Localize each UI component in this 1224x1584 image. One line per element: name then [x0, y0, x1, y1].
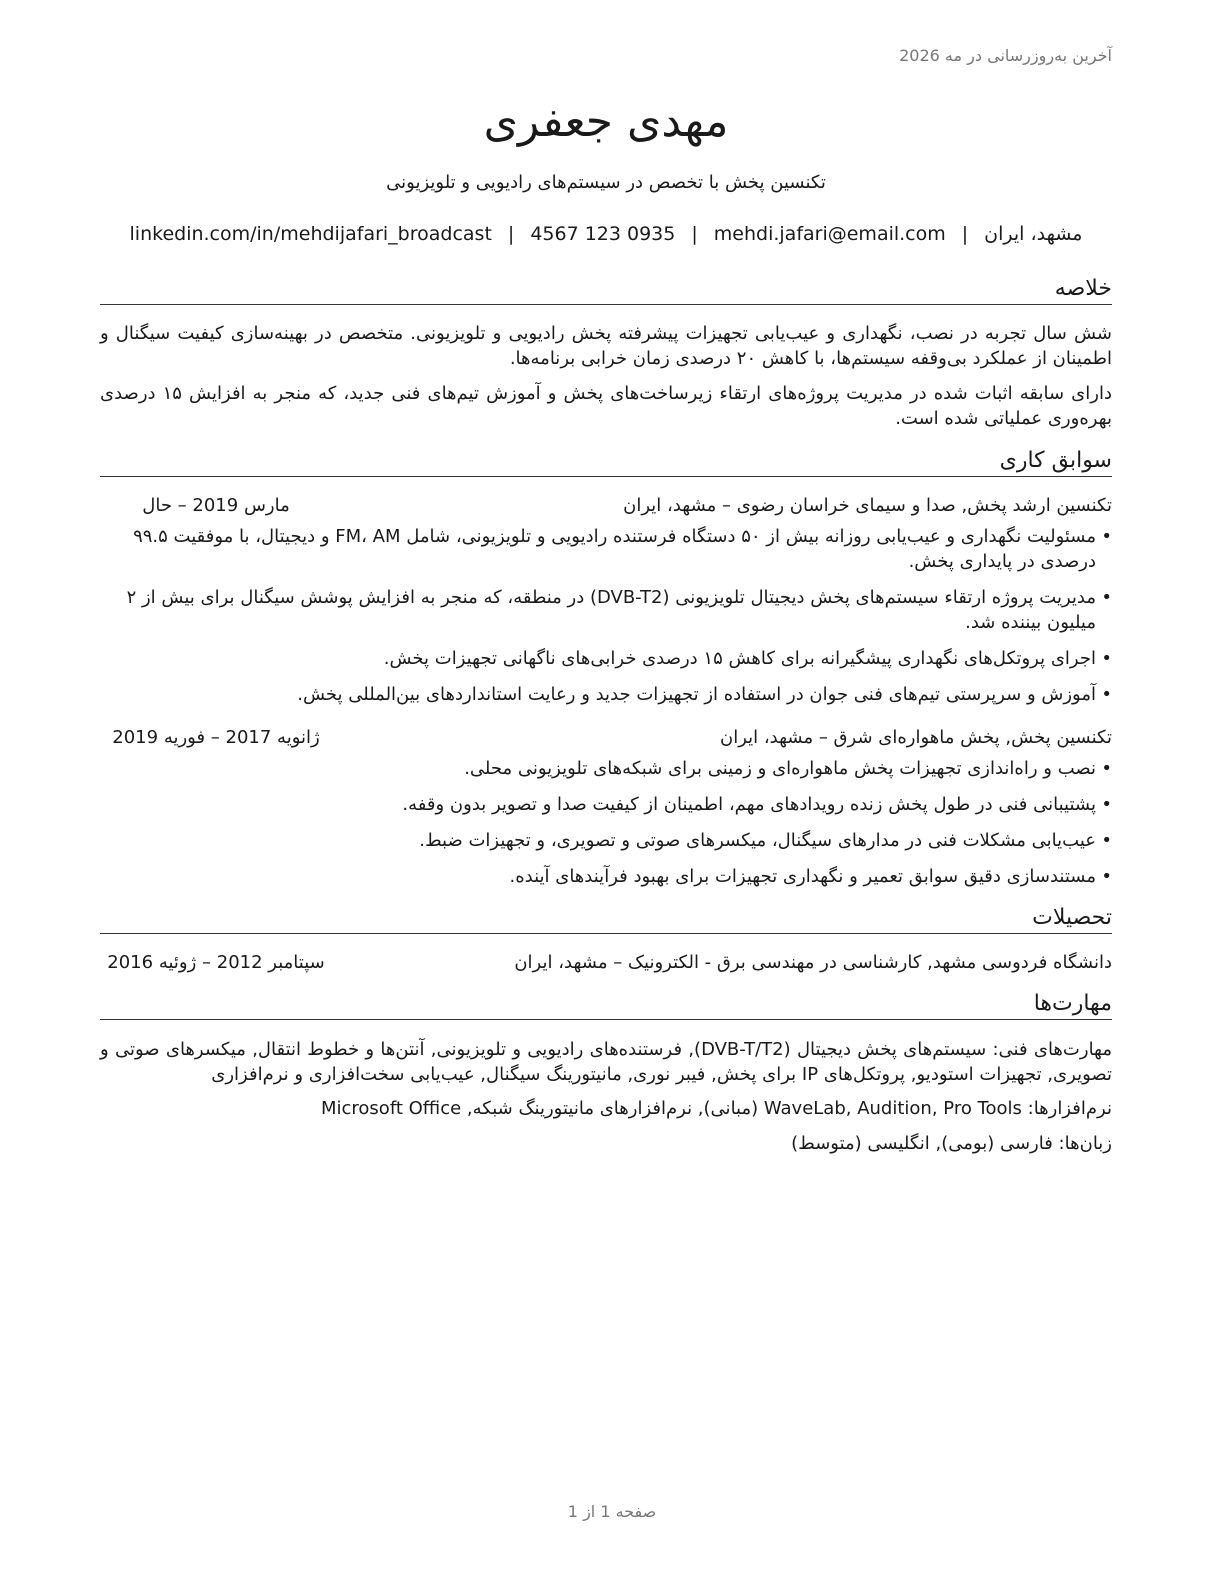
list-item: • مسئولیت نگهداری و عیب‌یابی روزانه بیش از ۵۰ دستگاه فرستنده رادیویی و تلویزیونی، شامل FM، AM و دیجیتال، با موفقیت ۹۹.۵ درصدی در پایداری پخش.: [100, 524, 1112, 574]
section-title-experience: سوابق کاری: [100, 448, 1112, 477]
list-item: • آموزش و سرپرستی تیم‌های فنی جوان در استفاده از تجهیزات جدید و رعایت استانداردهای بین‌المللی پخش.: [100, 682, 1112, 707]
list-item: • نصب و راه‌اندازی تجهیزات پخش ماهواره‌ای و زمینی برای شبکه‌های تلویزیونی محلی.: [100, 756, 1112, 781]
job-role: تکنسین ارشد پخش, صدا و سیمای خراسان رضوی – مشهد، ایران: [623, 495, 1112, 516]
contact-location: مشهد، ایران: [984, 223, 1083, 245]
contact-email[interactable]: mehdi.jafari@email.com: [713, 223, 946, 245]
list-item: • مدیریت پروژه ارتقاء سیستم‌های پخش دیجیتال تلویزیونی (DVB-T2) در منطقه، که منجر به افزایش پوشش سیگنال برای بیش از ۲ میلیون بیننده شد.: [100, 585, 1112, 635]
summary-paragraph: شش سال تجربه در نصب، نگهداری و عیب‌یابی تجهیزات پیشرفته پخش رادیویی و تلویزیونی. متخصص در بهینه‌سازی کیفیت سیگنال و اطمینان از عملکرد بی‌وقفه سیستم‌ها، با کاهش ۲۰ درصدی زمان خرابی برنامه‌ها.: [100, 323, 1112, 369]
contact-linkedin[interactable]: linkedin.com/in/mehdijafari_broadcast: [129, 223, 492, 245]
skills-languages: زبان‌ها: فارسی (بومی), انگلیسی (متوسط): [791, 1133, 1112, 1154]
contact-phone[interactable]: 4567 123 0935: [530, 223, 676, 245]
contact-line: [100, 223, 1112, 245]
headline: تکنسین پخش با تخصص در سیستم‌های رادیویی و تلویزیونی: [386, 172, 826, 193]
candidate-name: مهدی جعفری: [483, 96, 729, 147]
job-date: مارس 2019 – حال: [142, 495, 290, 516]
job-date: ژانویه 2017 – فوریه 2019: [112, 727, 320, 748]
page-number: صفحه 1 از 1: [567, 1502, 657, 1521]
job-bullets: [100, 524, 1112, 718]
contact-separator: |: [691, 223, 698, 245]
section-title-skills: مهارت‌ها: [100, 991, 1112, 1020]
skills-technical: مهارت‌های فنی: سیستم‌های پخش دیجیتال (DVB-T/T2), فرستنده‌های رادیویی و تلویزیونی, آنتن‌ها و خطوط انتقال, میکسرهای صوتی و تصویری, تجهیزات استودیو, پروتکل‌های IP برای پخش, فیبر نوری, مانیتورینگ سیگنال, عیب‌یابی سخت‌افزاری و نرم‌افزاری: [100, 1039, 1112, 1085]
list-item: • عیب‌یابی مشکلات فنی در مدارهای سیگنال، میکسرهای صوتی و تصویری، و تجهیزات ضبط.: [100, 828, 1112, 853]
job-bullets: [100, 756, 1112, 900]
list-item: • پشتیبانی فنی در طول پخش زنده رویدادهای مهم، اطمینان از کیفیت صدا و تصویر بدون وقفه.: [100, 792, 1112, 817]
skills-software: نرم‌افزارها: WaveLab, Audition, Pro Tools (مبانی), نرم‌افزارهای مانیتورینگ شبکه, Microsoft Office: [320, 1098, 1112, 1119]
resume-page: [100, 0, 1112, 1584]
job-role: تکنسین پخش, پخش ماهواره‌ای شرق – مشهد، ایران: [719, 727, 1112, 748]
summary-paragraph: دارای سابقه اثبات شده در مدیریت پروژه‌های ارتقاء زیرساخت‌های پخش و آموزش تیم‌های فنی جدید، که منجر به افزایش ۱۵ درصدی بهره‌وری عملیاتی شده است.: [100, 383, 1112, 429]
contact-separator: |: [507, 223, 515, 245]
section-title-education: تحصیلات: [100, 905, 1112, 934]
section-title-summary: خلاصه: [100, 276, 1112, 305]
list-item: • اجرای پروتکل‌های نگهداری پیشگیرانه برای کاهش ۱۵ درصدی خرابی‌های ناگهانی تجهیزات پخش.: [100, 646, 1112, 671]
last-updated: آخرین به‌روزرسانی در مه 2026: [899, 46, 1112, 65]
education-degree: دانشگاه فردوسی مشهد, کارشناسی در مهندسی برق - الکترونیک – مشهد، ایران: [514, 952, 1112, 973]
education-date: سپتامبر 2012 – ژوئیه 2016: [107, 952, 325, 973]
list-item: • مستندسازی دقیق سوابق تعمیر و نگهداری تجهیزات برای بهبود فرآیندهای آینده.: [100, 864, 1112, 889]
contact-separator: |: [961, 223, 969, 245]
